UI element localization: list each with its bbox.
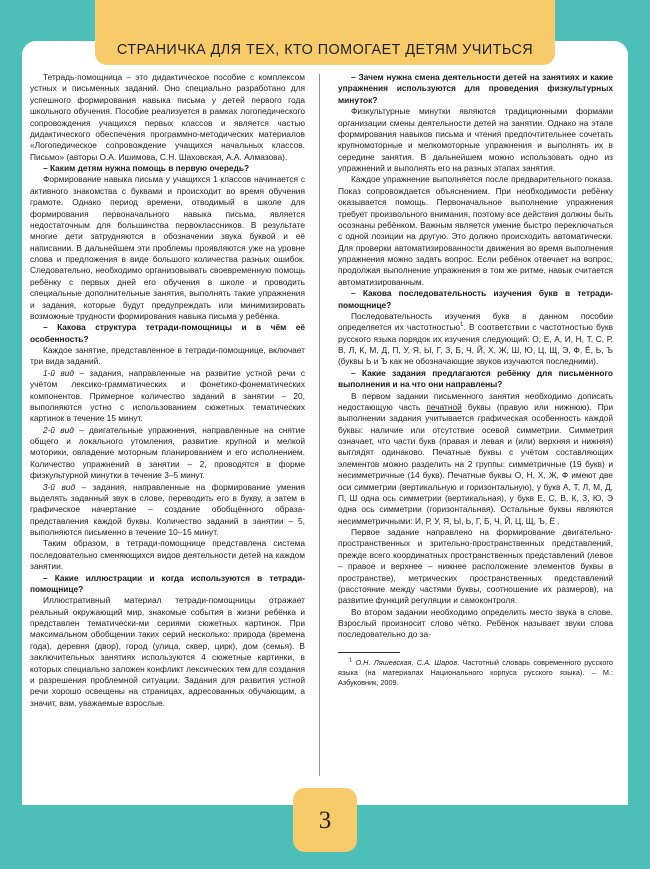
body-paragraph: В первом задании письменного занятия необходимо дописать недостающую часть печатной буквы (правую или нижнюю). При выполнении задания учитывается графическая особенность каждой буквы: наличие или отсутствие осевой симметрии. Симметрия означает, что части букв (правая и левая и (или) верхняя и нижняя) выглядят одинаково. Печатные буквы с учётом составляющих элементов можно разделить на 2 группы: симметричные (19 букв) и несимметричные (14 букв). Печатные буквы О, Н, Х, Ж, Ф имеют две оси симметрии (вертикальную и горизонтальную), у букв А, Т, Л, М, Д, П, Ш одна ось симметрии (вертикальная), у букв Е, С, В, К, З, Ю, Э одна ось симметрии (горизонтальная). Остальные буквы являются несимметричными: И, Р, У, Я, Ы, Ь, Г, Б, Ч, Й, Ц, Щ, Ъ, Ё . — [338, 390, 613, 526]
page-number: 3 — [318, 806, 332, 834]
footnote-marker[interactable]: 1 — [460, 322, 464, 329]
header-banner — [95, 0, 555, 65]
page-title: СТРАНИЧКА ДЛЯ ТЕХ, КТО ПОМОГАЕТ ДЕТЯМ УЧИТЬСЯ — [116, 42, 534, 58]
footnote-rule — [338, 652, 400, 653]
body-paragraph: Таким образом, в тетради-помощнице представлена система последовательно сменяющихся видов деятельности детей на каждом занятии. — [30, 538, 305, 572]
body-paragraph: Каждое занятие, представленное в тетради-помощнице, включает три вида заданий. — [30, 345, 305, 367]
body-paragraph: Физкультурные минутки являются традиционными формами организации смены деятельности детей на занятии. Однако на этапе формирования навыков письма и чтения предпочтительнее сочетать крупномоторные и мелкомоторные упражнения и выполнять их в середине занятия. В дальнейшем можно использовать одно из упражнений и выполнять его на разных этапах занятия. — [338, 106, 613, 173]
left-column — [22, 72, 311, 792]
paragraph-lead: 3-й вид — [43, 481, 76, 492]
body-paragraph: 2-й вид – двигательные упражнения, направленные на снятие общего и локального утомления, развитие крупной и мелкой моторики, овладение моторным планированием и его исполнением. Количество упражнений в занятии – 2, проводятся в форме физкультурной минутки в течение 3–5 минут. — [30, 424, 305, 481]
paragraph-lead: 1-й вид — [43, 367, 75, 378]
footnote-authors: О.Н. Ляшевская, С.А. Шаров — [355, 657, 458, 667]
question-heading: – Зачем нужна смена деятельности детей на занятиях и какие упражнения используются для проведения физкультурных минуток? — [338, 72, 613, 105]
body-paragraph: Формирование навыка письма у учащихся 1 классов начинается с активного знакомства с буквами и происходит во время обучения грамоте. Однако период времени, отводимый в школе для формирования первоначального навыка письма, является недостаточным для большинства первоклассников. В результате многие дети затрудняются в обозначении звука буквой и её написании. В дальнейшем эти проблемы проявляются уже на уровне слова и предложения в виде большого количества разных ошибок. Следовательно, необходимо организовывать своевременную помощь ребёнку с первых дней его обучения в школе и проводить специальные дополнительные занятия, выполнять такие упражнения и задания, которые будут предупреждать или минимизировать возможные трудности формирования навыка письма у ребёнка. — [30, 174, 305, 321]
question-heading: – Какова последовательность изучения букв в тетради-помощнице? — [338, 288, 613, 310]
right-column-body — [338, 72, 613, 641]
body-paragraph: Во втором задании необходимо определить место звука в слове. Взрослый произносит слово чётко. Ребёнок называет звуки слова последовательно до за- — [338, 606, 613, 640]
body-paragraph: 3-й вид – задания, направленные на формирование умения выделять заданный звук в слове, переводить его в букву, а затем в графическое начертание – создание обобщённого образа-представления каждой буквы. Количество заданий в занятии – 5, выполняются письменно в течение 10–15 минут. — [30, 481, 305, 537]
footnote-text: $^1$ О.Н. Ляшевская, С.А. Шаров. Частотный словарь современного русского языка (на материалах Национального корпуса русского языка). – М.: Азбуковник, 2009. — [338, 657, 613, 688]
body-paragraph: Иллюстративный материал тетради-помощницы отражает реальный окружающий мир, знакомые события в жизни ребёнка и представлен тематически-ми сериями сюжетных картинок. При максимальном обобщении таких серий несколько: природа (времена года), деревня (двор), город (улица, сквер, цирк), дом (семья). В заключительных занятиях используются 4 сюжетные картинки, в которых специально заложен конфликт лексических тем для создания и разрешения проблемной ситуации. Задания для развития устной речи хорошо освещены на страницах, адресованных обучающим, а значит, вам, уважаемые взрослые. — [30, 595, 305, 708]
paragraph-lead: 2-й вид — [43, 424, 74, 435]
question-heading: – Каким детям нужна помощь в первую очередь? — [43, 163, 250, 173]
right-column — [328, 72, 617, 792]
footnote-block — [338, 652, 613, 689]
body-paragraph: 1-й вид – задания, направленные на развитие устной речи с учётом лексико-грамматических и фонетико-фонематических компонентов. Примерное количество заданий в занятии – 20, выполняются устно с использованием сюжетных тематических картинок в течение 15 минут. — [30, 367, 305, 424]
body-paragraph: Последовательность изучения букв в данном пособии определяется их частотностью$^1$. В соответствии с частотностью букв русского языка порядок их изучения следующий: О, Е, А, И, Н, Т, С, Р, В, Л, К, М, Д, П, У, Я, Ы, Г, З, Б, Ч, Й, Х, Ж, Ш, Ю, Ц, Щ, Э, Ф, Ё, Ь, Ъ (буквы Ь и Ъ как не обозначающие звуков изучаются последними). — [338, 310, 614, 367]
question-heading: – Какова структура тетради-помощницы и в чём её особенность? — [30, 322, 305, 344]
body-paragraph: Первое задание направлено на формирование двигательно-пространственных и зрительно-пространственных представлений, прежде всего координатных пространственных представлений (левое – правое и верхнее – нижнее расположение элементов буквы в пространстве), метрических пространственных представлений (расстояние между частями буквы, соотношение их размеров), на развитие функций регуляции и самоконтроля. — [338, 527, 613, 606]
underlined-term: печатной — [426, 401, 462, 412]
footnote-number: 1 — [349, 657, 353, 664]
column-divider — [319, 74, 320, 776]
question-heading: – Какие задания предлагаются ребёнку для письменного выполнения и на что они направлены? — [338, 367, 613, 390]
body-paragraph: Тетрадь-помощница – это дидактическое пособие с комплексом устных и письменных заданий. Оно специально разработано для успешного формирования навыка письма у детей первого года школьного обучения. Пособие реализуется в рамках логопедического сопровождения учащихся первых классов и является частью дидактического обеспечения программно-методических материалов «Логопедическое сопровождение учащихся начальных классов. Письмо» (авторы О.А. Ишимова, С.Н. Шаховская, А.А. Алмазова). — [30, 72, 305, 162]
page-number-badge — [293, 788, 357, 852]
body-paragraph: Каждое упражнение выполняется после предварительного показа. Показ сопровождается объяснением. При необходимости ребёнку оказывается помощь. Первоначальное выполнение упражнения требует произвольного внимания, поэтому все действия должны быть осознаны ребёнком. Важным является умение быстро переключаться с одной позиции на другую. Это должно происходить автоматически. Для проверки автоматизированности движения во время выполнения упражнения можно задать вопрос. Если ребёнок отвечает на вопрос, продолжая выполнение упражнения в том же ритме, навык считается автоматизированным. — [338, 174, 613, 287]
article-columns — [22, 72, 628, 792]
question-heading: – Какие иллюстрации и когда используются в тетради-помощнице? — [30, 572, 305, 594]
